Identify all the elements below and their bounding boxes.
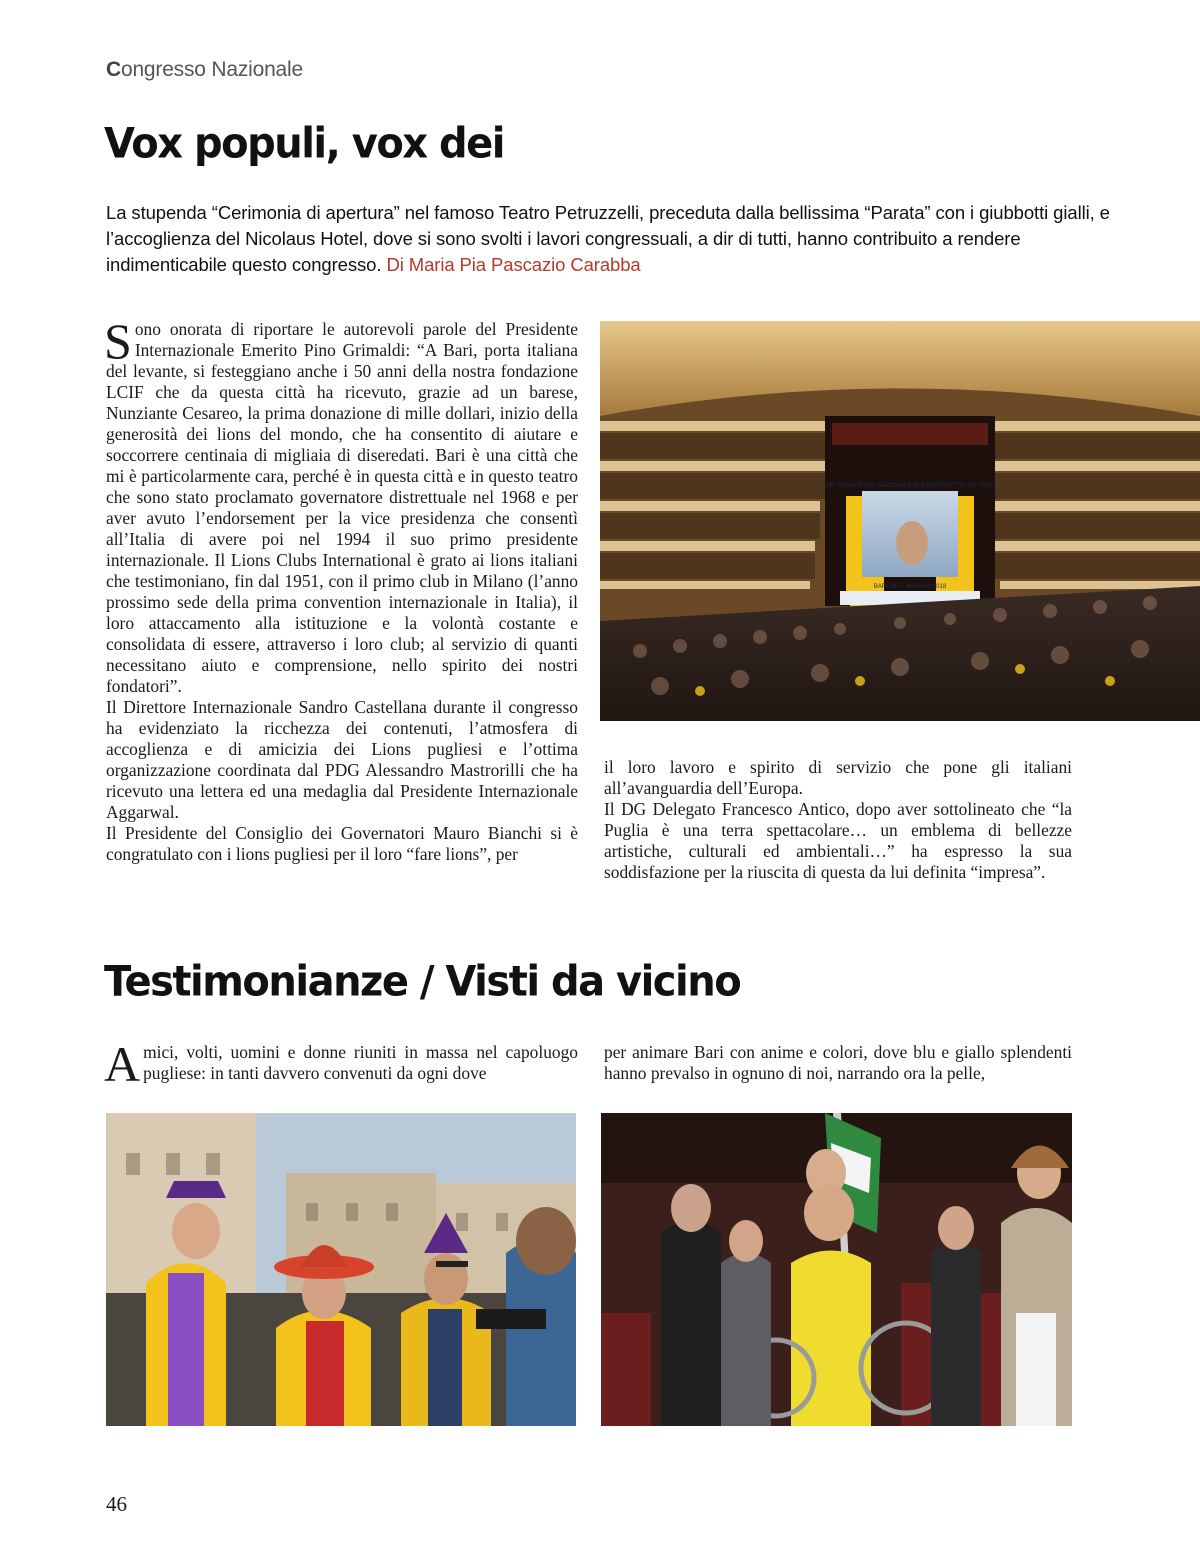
paragraph: per animare Bari con anime e colori, dove blu e giallo splendenti hanno prevalso in ognuno di noi, narrando ora la pelle, — [604, 1042, 1072, 1083]
stage-banner-text: 66° CONGRESSO NAZIONALE MULTIDISTRETTO 108 ITALY — [826, 483, 994, 489]
section-title: Testimonianze / Visti da vicino — [104, 958, 741, 1006]
standfirst-text: La stupenda “Cerimonia di apertura” nel famoso Teatro Petruzzelli, preceduta dalla bellissima “Parata” con i giubbotti gialli, e l’accoglienza del Nicolaus Hotel, dove si sono svolti i lavori congressuali, a dir di tutti, hanno contribuito a rendere indimenticabile questo congresso. — [106, 202, 1110, 275]
theatre-photo-image — [600, 321, 1200, 721]
section-name: ongresso Nazionale — [120, 58, 303, 81]
article-column-right — [604, 757, 1072, 883]
byline: Di Maria Pia Pascazio Carabba — [386, 254, 641, 275]
paragraph: Il Presidente del Consiglio dei Governatori Mauro Bianchi si è congratulato con i lions pugliesi per il loro “fare lions”, per — [106, 823, 578, 864]
running-header — [106, 58, 303, 82]
hall-photo — [601, 1113, 1072, 1426]
testimony-column-right — [604, 1042, 1072, 1084]
paragraph-text: mici, volti, uomini e donne riuniti in massa nel capoluogo pugliese: in tanti davvero convenuti da ogni dove — [143, 1042, 578, 1083]
paragraph-text: ono onorata di riportare le autorevoli parole del Presidente Internazionale Emerito Pino Grimaldi: “A Bari, porta italiana del levante, si festeggiano anche i 50 anni della nostra fondazione LCIF che da questa città ha ricevuto, grazie ad un barese, Nunziante Cesareo, la prima donazione di mille dollari, inizio della generosità dei lions del mondo, che ha consentito di aiutare e soccorrere centinaia di migliaia di diseredati. Bari è una città che mi è particolarmente cara, perché è in questa città e in questo teatro che sono stato proclamato governatore distrettuale nel 1968 e per aver avuto l’endorsement per la vice presidenza che consentì all’Italia di avere poi nel 1994 il suo primo presidente internazionale. Il Lions Clubs International è grato ai lions italiani che testimoniano, fin dal 1951, con il primo club in Milano (l’anno prossimo sede della prima convention internazionale in Italia), il loro attaccamento alla istituzione e la volontà costante e consolidata di essere, attraverso i loro club; al servizio di quanti necessitano aiuto e comprensione, nello spirito dei nostri fondatori”. — [106, 319, 578, 696]
paragraph: Il Direttore Internazionale Sandro Castellana durante il congresso ha evidenziato la ricchezza dei contenuti, l’atmosfera di accoglienza e di amicizia dei Lions pugliesi e l’ottima organizzazione coordinata dal PDG Alessandro Mastrorilli che ha ricevuto una lettera ed una medaglia dal Presidente Internazionale Aggarwal. — [106, 697, 578, 822]
parade-photo — [106, 1113, 576, 1426]
paragraph — [104, 313, 578, 697]
testimony-column-left — [104, 1036, 578, 1092]
section-initial: C — [106, 58, 121, 81]
paragraph — [104, 1036, 578, 1092]
standfirst — [106, 200, 1116, 278]
theatre-photo — [600, 321, 1200, 721]
drop-cap: S — [104, 313, 132, 369]
article-column-left — [104, 313, 578, 865]
parade-photo-image — [106, 1113, 576, 1426]
hall-photo-image — [601, 1113, 1072, 1426]
page-number: 46 — [106, 1492, 127, 1516]
drop-cap: A — [104, 1036, 141, 1092]
paragraph: Il DG Delegato Francesco Antico, dopo aver sottolineato che “la Puglia è una terra spettacolare… un emblema di bellezze artistiche, culturali ed ambientali…” ha espresso la sua soddisfazione per la riuscita di questa da lui definita “impresa”. — [604, 799, 1072, 882]
paragraph: il loro lavoro e spirito di servizio che pone gli italiani all’avanguardia dell’Europa. — [604, 757, 1072, 798]
stage-date-text: BARI 25-27 MAGGIO 2018 — [873, 584, 947, 590]
article-title: Vox populi, vox dei — [104, 120, 504, 168]
